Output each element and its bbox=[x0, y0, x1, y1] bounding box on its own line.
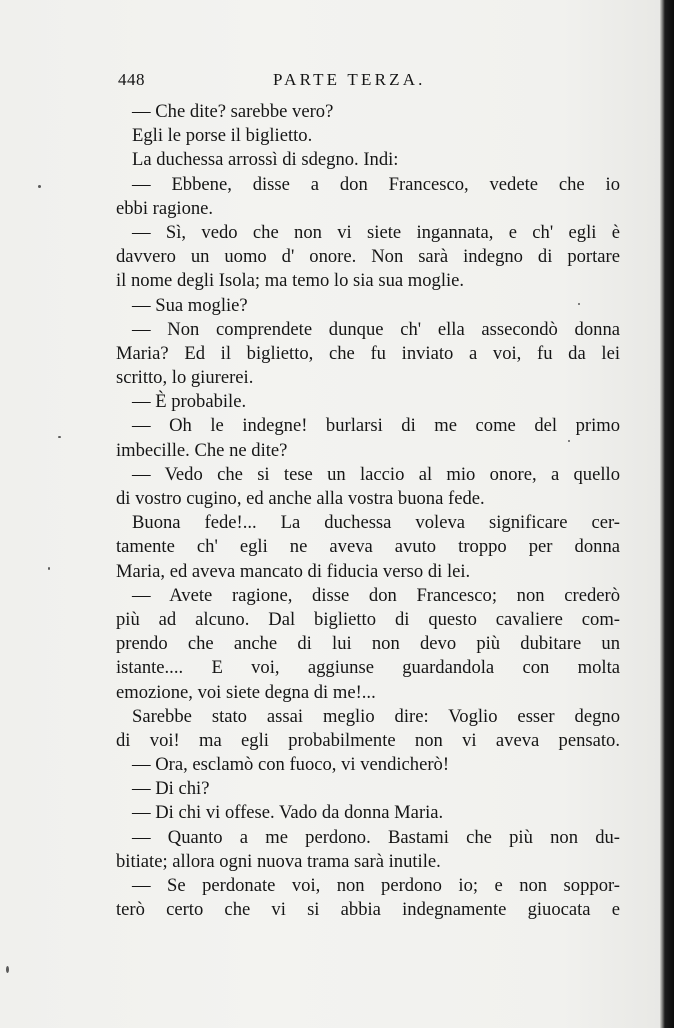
body-text bbox=[116, 100, 620, 922]
page-number: 448 bbox=[118, 70, 145, 89]
text-line: Maria, ed aveva mancato di fiducia verso di lei. bbox=[116, 560, 471, 582]
text-line: Egli le porse il biglietto. bbox=[132, 125, 313, 147]
text-line: — Ebbene, disse a don Francesco, vedete che io bbox=[132, 173, 620, 195]
print-speck bbox=[6, 966, 9, 973]
text-line: — Oh le indegne! burlarsi di me come del primo bbox=[132, 415, 620, 437]
print-speck bbox=[48, 567, 50, 570]
page-edge-shadow bbox=[660, 0, 674, 1028]
text-line: Sarebbe stato assai meglio dire: Voglio esser degno bbox=[132, 705, 620, 727]
text-line: — Se perdonate voi, non perdono io; e non soppor- bbox=[132, 875, 620, 896]
text-line: Maria? Ed il biglietto, che fu inviato a voi, fu da lei bbox=[116, 342, 620, 364]
text-line: scritto, lo giurerei. bbox=[116, 367, 254, 389]
text-line: — Di chi? bbox=[132, 778, 210, 800]
print-speck bbox=[58, 436, 61, 438]
text-line: — Di chi vi offese. Vado da donna Maria. bbox=[132, 802, 444, 824]
text-line: — Sua moglie? bbox=[132, 294, 248, 316]
text-line: di voi! ma egli probabilmente non vi aveva pensato. bbox=[116, 729, 620, 751]
text-line: La duchessa arrossì di sdegno. Indi: bbox=[132, 149, 399, 171]
text-line: bitiate; allora ogni nuova trama sarà inutile. bbox=[116, 850, 441, 872]
text-line: — Sì, vedo che non vi siete ingannata, e ch' egli è bbox=[132, 221, 620, 243]
text-line: — Che dite? sarebbe vero? bbox=[132, 101, 334, 122]
print-speck bbox=[38, 185, 41, 188]
text-line: — Non comprendete dunque ch' ella assecondò donna bbox=[132, 318, 620, 340]
text-line: terò certo che vi si abbia indegnamente giuocata e bbox=[116, 899, 620, 921]
text-line: — Avete ragione, disse don Francesco; non crederò bbox=[132, 584, 620, 606]
text-line: — È probabile. bbox=[132, 391, 247, 413]
page-header bbox=[118, 70, 618, 94]
text-line: — Vedo che si tese un laccio al mio onore, a quello bbox=[132, 463, 620, 485]
text-line: il nome degli Isola; ma temo lo sia sua moglie. bbox=[116, 270, 465, 292]
text-line: — Ora, esclamò con fuoco, vi vendicherò! bbox=[132, 754, 450, 776]
text-line: più ad alcuno. Dal biglietto di questo cavaliere com- bbox=[116, 608, 620, 630]
text-line: imbecille. Che ne dite? bbox=[116, 439, 288, 461]
text-line: ebbi ragione. bbox=[116, 197, 214, 219]
text-line: Buona fede!... La duchessa voleva significare cer- bbox=[132, 512, 620, 534]
text-line: — Quanto a me perdono. Bastami che più non du- bbox=[132, 826, 620, 848]
text-line: emozione, voi siete degna di me!... bbox=[116, 681, 376, 703]
text-line: davvero un uomo d' onore. Non sarà indegno di portare bbox=[116, 246, 620, 268]
text-line: tamente ch' egli ne aveva avuto troppo per donna bbox=[116, 536, 620, 558]
text-line: prendo che anche di lui non devo più dubitare un bbox=[116, 633, 620, 655]
text-line: istante.... E voi, aggiunse guardandola con molta bbox=[116, 657, 620, 679]
running-head: PARTE TERZA. bbox=[273, 70, 426, 89]
text-line: di vostro cugino, ed anche alla vostra buona fede. bbox=[116, 488, 485, 509]
